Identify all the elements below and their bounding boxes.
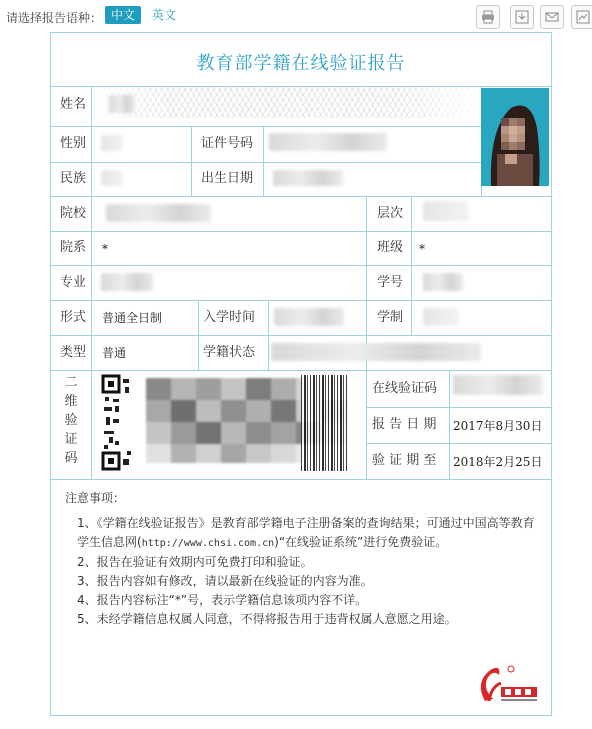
study-length-redacted [423,308,459,326]
print-button[interactable] [476,5,500,29]
notes-item-1-tail: )“在线验证系统”进行免费验证。 [274,535,448,549]
label-gender: 性别 [60,136,87,151]
department-value: * [102,242,108,256]
notes-item-1-text: 1、《学籍在线验证报告》是教育部学籍电子注册备案的查询结果；可通过中国高等教育学生信息网( [77,516,535,549]
grid-line [366,443,551,444]
valid-until-value: 2018年2月25日 [453,455,543,469]
label-report-date: 报 告 日 期 [372,417,437,432]
label-school: 院校 [60,206,87,221]
label-ethnicity: 民族 [60,171,87,186]
grid-line [51,265,551,266]
download-icon [515,10,529,24]
grid-line [191,126,192,196]
barcode-image [301,375,347,471]
grid-line [91,86,92,370]
print-icon [481,10,495,24]
gender-value-redacted [101,135,123,151]
label-form: 形式 [60,310,87,325]
download-button[interactable] [510,5,534,29]
qr-label-char: 码 [64,451,78,466]
notes-section [65,489,545,629]
qr-label [61,373,81,468]
watermark-pattern [91,86,481,118]
verification-report [50,32,552,716]
label-class: 班级 [377,240,404,255]
mail-icon [545,10,559,24]
grid-line [51,162,481,163]
grid-line [263,126,264,196]
label-department: 院系 [60,240,87,255]
level-value-redacted [423,201,469,221]
name-value-redacted [109,95,135,113]
label-student-number: 学号 [377,275,404,290]
major-value-redacted [101,273,153,291]
notes-heading: 注意事项： [65,491,126,505]
school-value-redacted [106,204,211,222]
grid-line [51,335,551,336]
grid-line [51,370,551,371]
grid-line [411,196,412,335]
grid-line [51,126,481,127]
grid-line [51,231,551,232]
grid-line [366,196,367,479]
ethnicity-value-redacted [101,170,123,186]
notes-item-3: 3、报告内容如有修改，请以最新在线验证的内容为准。 [77,574,373,588]
label-name: 姓名 [60,97,87,112]
grid-line [51,300,551,301]
enroll-time-redacted [274,308,344,326]
report-date-value: 2017年8月30日 [453,419,543,433]
grid-line [268,300,269,370]
label-status: 学籍状态 [203,345,256,360]
grid-line [449,370,450,479]
portrait-image [481,88,549,186]
label-enroll-time: 入学时间 [203,310,256,325]
qr-label-char: 证 [64,432,78,447]
notes-item-4: 4、报告内容标注“*”号，表示学籍信息该项内容不详。 [77,593,368,607]
notes-item-1 [65,514,545,553]
type-value: 普通 [102,346,127,360]
label-id-number: 证件号码 [201,136,254,151]
verify-code-redacted [453,375,543,395]
chsi-logo [471,661,541,703]
chsi-link[interactable]: http://www.chsi.com.cn [141,538,275,549]
qr-label-char: 维 [64,394,78,409]
language-english-button[interactable]: 英文 [152,8,177,22]
label-type: 类型 [60,345,87,360]
class-value: * [419,242,425,256]
notes-item-5: 5、未经学籍信息权属人同意，不得将报告用于违背权属人意愿之用途。 [77,612,457,626]
student-photo [481,88,549,186]
grid-line [366,407,551,408]
label-verify-code: 在线验证码 [372,381,438,396]
birth-date-redacted [273,170,343,186]
label-level: 层次 [377,206,404,221]
email-button[interactable] [540,5,564,29]
label-valid-until: 验 证 期 至 [372,453,437,468]
label-major: 专业 [60,275,87,290]
grid-line [51,196,551,197]
label-study-length: 学制 [377,310,404,325]
report-title: 教育部学籍在线验证报告 [196,53,406,74]
language-label: 请选择报告语种： [6,11,103,25]
notes-item-2: 2、报告在验证有效期内可免费打印和验证。 [77,555,313,569]
image-button[interactable] [571,5,592,29]
id-number-redacted [269,133,387,151]
student-number-redacted [423,273,463,291]
image-icon [576,10,590,24]
qr-label-char: 验 [64,413,78,428]
grid-line [51,479,551,480]
form-value: 普通全日制 [102,311,163,325]
language-chinese-button[interactable]: 中文 [105,6,141,24]
label-birth-date: 出生日期 [201,171,254,186]
status-value-redacted [271,343,481,361]
grid-line [198,300,199,370]
qr-label-char: 二 [64,375,78,390]
grid-line [91,370,92,479]
language-bar [0,0,592,32]
